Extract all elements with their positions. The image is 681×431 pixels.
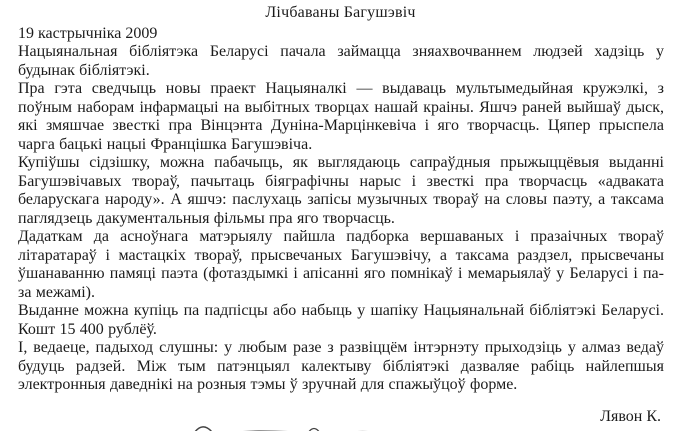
paragraph-1: Нацыянальная бібліятэка Беларусі пачала займацца зняахвочваннем людзей хадзіць у будынак бібліятэкі.: [18, 43, 664, 79]
article-title: Лічбаваны Багушэвіч: [265, 4, 416, 21]
paragraph-6: І, ведаеце, падыход слушны: у любым разе з развіццём інтэрнэту прыходзіць у алмаз ведаў будуць радзей. Між тым патэнцыял калектыву бібліятэкі дазваляе рабіць найлепшыя электронныя даведнікі на розныя тэмы ў зручнай для спажыўцоў форме.: [18, 339, 664, 393]
article-author: Лявон К.: [600, 408, 661, 425]
article-date: 19 кастрычніка 2009: [18, 25, 158, 42]
paragraph-5: Выданне можна купіць па падпісцы або набыць у шапіку Нацыянальнай бібліятэкі Беларусі. Кошт 15 400 рублёў.: [18, 302, 664, 338]
article-body: [18, 43, 664, 395]
paragraph-3: Купіўшы сідзішку, можна пабачыць, як выглядаюць сапраўдныя прыжыццёвыя выданні Багушэвічавых твораў, пачытаць біяграфічны нарыс і звесткі пра творчасць «адваката беларускага народу». А яшчэ: паслухаць запісы музычных твораў на словы паэту, а таксама паглядзець дакументальныя фільмы пра яго творчасць.: [18, 154, 664, 227]
cut-off-handwriting-mark: [190, 421, 390, 431]
paragraph-4: Дадаткам да асноўнага матэрыялу пайшла падборка вершаваных і празаічных твораў літаратараў і мастацкіх твораў, прысвечаных Багушэвічу, а таксама раздзел, прысвечаны ўшанаванню памяці паэта (фотаздымкі і апісанні яго помнікаў і мемарыялаў у Беларусі і па-за межамі).: [18, 228, 664, 301]
paragraph-2: Пра гэта сведчыць новы праект Нацыяналкі — выдаваць мультымедыйная кружэлкі, з поўным наборам інфармацыі на выбітных творцах нашай краіны. Яшчэ раней выйшаў дыск, які змяшчае звесткі пра Вінцэнта Дуніна-Марцінкевіча і яго творчасць. Цяпер прыспела чарга бацькі нацыі Францішка Багушэвіча.: [18, 80, 664, 153]
